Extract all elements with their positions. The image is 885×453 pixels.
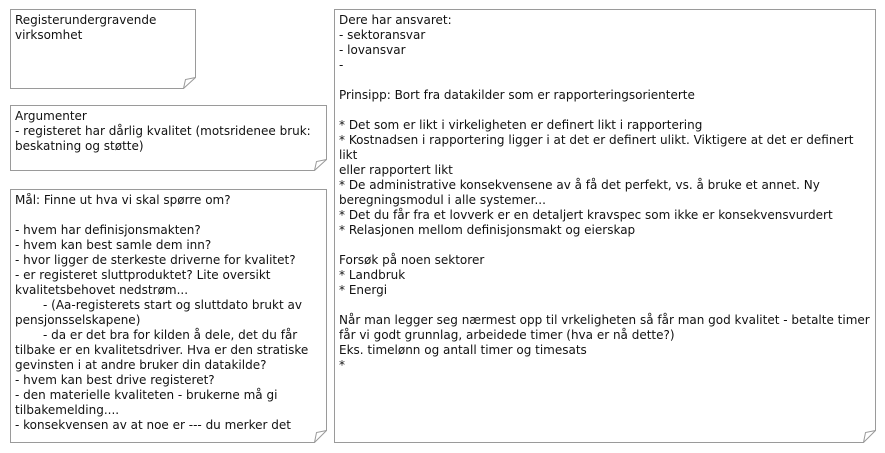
note-line <box>339 73 870 88</box>
note-heading: Argumenter <box>15 109 87 123</box>
note-line: - hvor ligger de sterkeste driverne for kvalitet? <box>15 253 296 267</box>
note-goal-text <box>15 193 321 441</box>
note-arguments[interactable] <box>10 105 327 171</box>
note-line <box>339 298 870 313</box>
note-line: * <box>339 358 345 372</box>
note-line: - da er det bra for kilden å dele, det du får <box>43 328 298 342</box>
note-heading: Mål: Finne ut hva vi skal spørre om? <box>15 193 231 207</box>
note-line: * Landbruk <box>339 268 406 282</box>
note-line: - er registeret sluttproduktet? Lite oversikt <box>15 268 271 282</box>
note-line: * Kostnadsen i rapportering ligger i at det er definert ulikt. Viktigere at det er definert likt <box>339 133 858 162</box>
note-line: - hvem kan best drive registeret? <box>15 373 215 387</box>
note-line: - lovansvar <box>339 43 406 57</box>
note-line: Når man legger seg nærmest opp til vrkeligheten så får man god kvalitet - betalte timer <box>339 313 870 327</box>
note-line: Registerundergravende <box>15 13 157 27</box>
note-registry[interactable] <box>10 9 196 89</box>
note-line: beskatning og støtte) <box>15 139 144 153</box>
note-line: pensjonsselskapene) <box>15 313 141 327</box>
note-line <box>15 208 321 223</box>
note-line: Eks. timelønn og antall timer og timesats <box>339 343 587 357</box>
note-line: * De administrative konsekvensene av å få det perfekt, vs. å bruke et annet. Ny <box>339 178 820 192</box>
note-line: - hvem har definisjonsmakten? <box>15 223 201 237</box>
note-line: - sektoransvar <box>339 28 426 42</box>
note-line: Forsøk på noen sektorer <box>339 253 485 267</box>
note-line: tilbakemelding.... <box>15 403 120 417</box>
note-heading: Dere har ansvaret: <box>339 13 452 27</box>
note-arguments-text <box>15 109 321 169</box>
note-responsibility-text <box>339 13 870 441</box>
note-line: - den materielle kvaliteten - brukerne må gi <box>15 388 278 402</box>
note-line: får vi godt grunnlag, arbeidede timer (hva er nå dette?) <box>339 328 675 342</box>
note-line: * Energi <box>339 283 388 297</box>
note-line: * Det du får fra et lovverk er en detaljert kravspec som ikke er konsekvensvurdert <box>339 208 833 222</box>
note-line: - konsekvensen av at noe er --- du merker det <box>15 418 291 432</box>
note-line: Prinsipp: Bort fra datakilder som er rapporteringsorienterte <box>339 88 695 102</box>
note-goal[interactable] <box>10 189 327 443</box>
note-line: - hvem kan best samle dem inn? <box>15 238 212 252</box>
note-line: * Relasjonen mellom definisjonsmakt og eierskap <box>339 223 636 237</box>
note-registry-text <box>15 13 190 87</box>
note-line <box>339 103 870 118</box>
note-line: - (Aa-registerets start og sluttdato brukt av <box>43 298 302 312</box>
note-line: - <box>339 58 344 72</box>
note-line: tilbake er en kvalitetsdriver. Hva er den stratiske <box>15 343 309 357</box>
note-line: - registeret har dårlig kvalitet (motsridenee bruk: <box>15 124 311 138</box>
note-line: eller rapportert likt <box>339 163 453 177</box>
note-line: kvalitetsbehovet nedstrøm... <box>15 283 189 297</box>
note-line: * Det som er likt i virkeligheten er definert likt i rapportering <box>339 118 703 132</box>
note-line <box>339 238 870 253</box>
note-line: virksomhet <box>15 28 83 42</box>
note-line: gevinsten i at andre bruker din datakilde? <box>15 358 267 372</box>
note-responsibility[interactable] <box>334 9 876 443</box>
note-line: beregningsmodul i alle systemer... <box>339 193 546 207</box>
